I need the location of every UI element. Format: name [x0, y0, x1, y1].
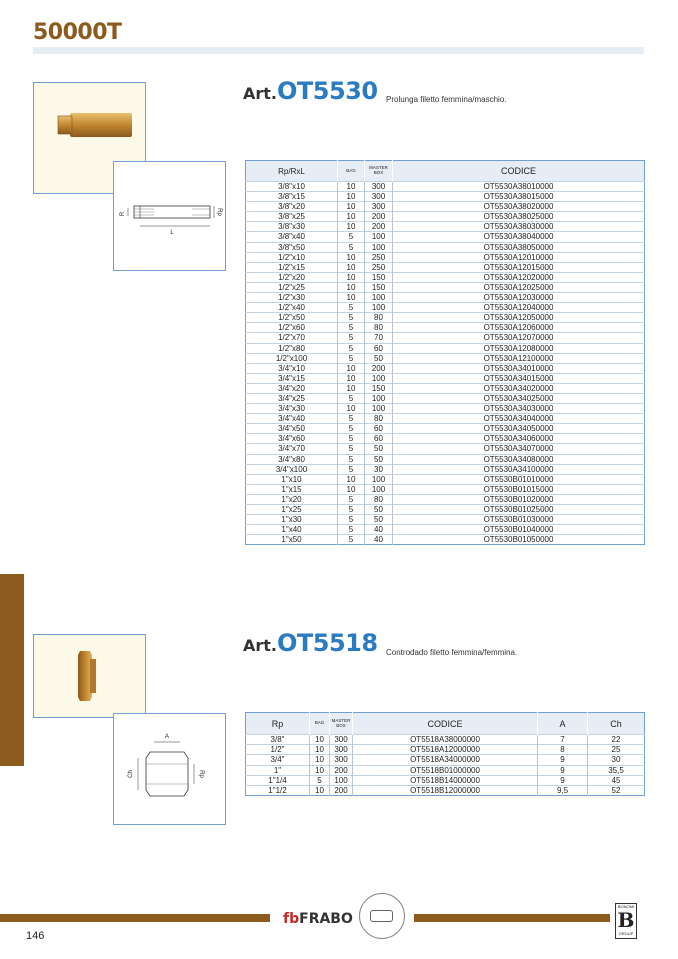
table-cell: 100	[365, 303, 393, 313]
table-cell: 10	[338, 272, 365, 282]
article-code: OT5530	[277, 77, 378, 105]
table-cell: 40	[365, 525, 393, 535]
col-header-code: CODICE	[353, 713, 538, 735]
table-cell: 300	[330, 755, 353, 765]
table-row	[246, 323, 645, 333]
table-cell: 5	[338, 313, 365, 323]
col-header-code: CODICE	[393, 161, 645, 182]
table-cell: 60	[365, 424, 393, 434]
table-cell: 10	[338, 252, 365, 262]
table-cell: 70	[365, 333, 393, 343]
table-row	[246, 262, 645, 272]
table-cell: 100	[365, 393, 393, 403]
page-number: 146	[26, 930, 45, 942]
table-cell: OT5530A38030000	[393, 222, 645, 232]
frabo-logo	[283, 911, 353, 927]
table-cell: 1"1/2	[246, 786, 310, 796]
catalog-series-title: 50000T	[33, 20, 122, 45]
table-cell: OT5530A38050000	[393, 242, 645, 252]
table-cell: 150	[365, 282, 393, 292]
table-cell: 10	[310, 755, 330, 765]
table-cell: 3/8"x30	[246, 222, 338, 232]
table-row	[246, 373, 645, 383]
table-cell: 8	[538, 745, 588, 755]
article-description: Prolunga filetto femmina/maschio.	[386, 95, 507, 104]
footer-bar-right	[414, 914, 610, 922]
table-cell: 5	[338, 333, 365, 343]
table-cell: OT5530B01020000	[393, 494, 645, 504]
table-cell: 9	[538, 755, 588, 765]
col-header-a: A	[538, 713, 588, 735]
article-heading-ot5518	[243, 629, 378, 657]
table-cell: OT5530A34030000	[393, 404, 645, 414]
table-cell: 5	[338, 535, 365, 545]
table-cell: 50	[365, 454, 393, 464]
table-cell: 10	[338, 474, 365, 484]
table-row	[246, 484, 645, 494]
col-header-ch: Ch	[588, 713, 645, 735]
table-cell: 10	[338, 192, 365, 202]
col-header-master-box: MASTER BOX	[330, 713, 353, 735]
table-cell: OT5530A12070000	[393, 333, 645, 343]
table-row	[246, 293, 645, 303]
table-row	[246, 303, 645, 313]
table-cell: 7	[538, 735, 588, 745]
table-row	[246, 505, 645, 515]
table-cell: 3/4"x50	[246, 424, 338, 434]
table-cell: OT5530A34060000	[393, 434, 645, 444]
table-cell: OT5530A38015000	[393, 192, 645, 202]
table-cell: 1/2"x30	[246, 293, 338, 303]
table-cell: 5	[338, 505, 365, 515]
table-cell: 1/2"x60	[246, 323, 338, 333]
table-cell: 200	[330, 765, 353, 775]
table-cell: 1"x15	[246, 484, 338, 494]
table-cell: 5	[310, 775, 330, 785]
table-cell: 200	[365, 212, 393, 222]
table-row	[246, 515, 645, 525]
table-cell: OT5530A34040000	[393, 414, 645, 424]
table-cell: 45	[588, 775, 645, 785]
table-cell: 100	[365, 293, 393, 303]
drawing-label-rp2: Rp	[198, 770, 204, 778]
table-cell: 50	[365, 505, 393, 515]
table-row	[246, 242, 645, 252]
table-cell: 30	[365, 464, 393, 474]
col-header-master-box: MASTER BOX	[365, 161, 393, 182]
bonomi-group-logo	[615, 903, 637, 939]
table-cell: OT5530A34100000	[393, 464, 645, 474]
table-cell: OT5518B12000000	[353, 786, 538, 796]
table-row	[246, 202, 645, 212]
table-cell: 5	[338, 343, 365, 353]
table-row	[246, 192, 645, 202]
table-cell: 10	[338, 293, 365, 303]
col-header-rp: Rp	[246, 713, 310, 735]
table-cell: OT5530A12025000	[393, 282, 645, 292]
table-cell: 300	[365, 202, 393, 212]
table-cell: OT5530A12100000	[393, 353, 645, 363]
group-bottom-text: GROUP	[618, 931, 634, 936]
col-header-size: Rp/RxL	[246, 161, 338, 182]
table-row	[246, 434, 645, 444]
table-cell: 50	[365, 444, 393, 454]
table-cell: OT5530B01010000	[393, 474, 645, 484]
table-row	[246, 333, 645, 343]
locknut-photo	[33, 634, 146, 718]
article-prefix: Art.	[243, 84, 277, 103]
table-cell: 10	[338, 182, 365, 192]
table-row	[246, 222, 645, 232]
table-cell: 52	[588, 786, 645, 796]
table-cell: 100	[365, 232, 393, 242]
article-code: OT5518	[277, 629, 378, 657]
group-top-text: BONOMI	[617, 904, 635, 909]
drawing-label-r: R	[120, 211, 126, 217]
table-cell: 10	[338, 282, 365, 292]
table-cell: 10	[338, 383, 365, 393]
table-cell: OT5530A34010000	[393, 363, 645, 373]
table-cell: 3/4"x25	[246, 393, 338, 403]
table-cell: OT5530A38010000	[393, 182, 645, 192]
col-header-bag: BAG	[310, 713, 330, 735]
table-cell: 100	[330, 775, 353, 785]
table-row	[246, 745, 645, 755]
table-cell: 1"1/4	[246, 775, 310, 785]
table-cell: 5	[338, 303, 365, 313]
table-row	[246, 272, 645, 282]
table-cell: 5	[338, 454, 365, 464]
table-cell: 5	[338, 232, 365, 242]
table-cell: 10	[310, 745, 330, 755]
table-cell: 3/4"x20	[246, 383, 338, 393]
table-cell: 100	[365, 404, 393, 414]
table-cell: 3/4"x80	[246, 454, 338, 464]
table-cell: OT5530A12030000	[393, 293, 645, 303]
table-row	[246, 454, 645, 464]
table-cell: 300	[365, 182, 393, 192]
drawing-label-ch: Ch	[128, 770, 134, 778]
pipe-extension-drawing	[113, 161, 226, 271]
table-cell: 10	[310, 765, 330, 775]
table-cell: 100	[365, 373, 393, 383]
table-cell: OT5518A38000000	[353, 735, 538, 745]
table-cell: 1"x40	[246, 525, 338, 535]
locknut-drawing	[113, 713, 226, 825]
quality-seal-icon	[359, 893, 405, 939]
table-row	[246, 765, 645, 775]
table-cell: OT5518A34000000	[353, 755, 538, 765]
table-cell: 5	[338, 525, 365, 535]
table-cell: 1/2"x80	[246, 343, 338, 353]
table-cell: 5	[338, 323, 365, 333]
table-cell: OT5530A34080000	[393, 454, 645, 464]
table-cell: 1/2"x10	[246, 252, 338, 262]
table-cell: 10	[338, 202, 365, 212]
table-cell: 25	[588, 745, 645, 755]
table-cell: OT5530B01030000	[393, 515, 645, 525]
frabo-logo-mark: fb	[283, 911, 300, 927]
table-cell: OT5530A38025000	[393, 212, 645, 222]
table-cell: OT5518A12000000	[353, 745, 538, 755]
table-cell: 250	[365, 262, 393, 272]
table-cell: OT5530B01015000	[393, 484, 645, 494]
table-cell: 22	[588, 735, 645, 745]
table-row	[246, 775, 645, 785]
table-cell: 60	[365, 343, 393, 353]
table-cell: 50	[365, 353, 393, 363]
table-row	[246, 535, 645, 545]
table-cell: 1"x10	[246, 474, 338, 484]
table-cell: 300	[365, 192, 393, 202]
table-row	[246, 494, 645, 504]
table-cell: 1/2"x50	[246, 313, 338, 323]
table-cell: 10	[338, 373, 365, 383]
table-cell: 10	[338, 262, 365, 272]
table-cell: 10	[338, 222, 365, 232]
table-row	[246, 212, 645, 222]
table-cell: 200	[365, 363, 393, 373]
table-cell: OT5530B01050000	[393, 535, 645, 545]
frabo-logo-text: FRABO	[299, 911, 353, 927]
table-row	[246, 525, 645, 535]
table-row	[246, 363, 645, 373]
table-cell: 5	[338, 353, 365, 363]
table-row	[246, 404, 645, 414]
table-cell: 3/4"x100	[246, 464, 338, 474]
table-cell: OT5530A34025000	[393, 393, 645, 403]
table-row	[246, 786, 645, 796]
table-cell: 30	[588, 755, 645, 765]
table-cell: 250	[365, 252, 393, 262]
table-cell: 200	[365, 222, 393, 232]
table-cell: 1/2"	[246, 745, 310, 755]
article-description: Controdado filetto femmina/femmina.	[386, 648, 518, 657]
table-cell: 1/2"x40	[246, 303, 338, 313]
table-cell: 3/8"x15	[246, 192, 338, 202]
table-cell: 100	[365, 474, 393, 484]
table-row	[246, 414, 645, 424]
table-cell: 80	[365, 323, 393, 333]
table-cell: 3/8"x50	[246, 242, 338, 252]
ot5518-spec-table	[245, 712, 645, 796]
table-cell: 3/4"x10	[246, 363, 338, 373]
footer-bar-left	[0, 914, 270, 922]
table-cell: OT5530A34015000	[393, 373, 645, 383]
table-cell: 10	[338, 212, 365, 222]
table-row	[246, 393, 645, 403]
table-cell: OT5530A38020000	[393, 202, 645, 212]
table-cell: OT5530A34050000	[393, 424, 645, 434]
table-cell: 5	[338, 444, 365, 454]
article-heading-ot5530	[243, 77, 378, 105]
table-cell: 5	[338, 424, 365, 434]
table-cell: 1"x20	[246, 494, 338, 504]
table-cell: 1/2"x25	[246, 282, 338, 292]
table-cell: 3/8"x10	[246, 182, 338, 192]
table-cell: OT5530A34070000	[393, 444, 645, 454]
table-cell: 80	[365, 414, 393, 424]
table-cell: 5	[338, 414, 365, 424]
article-prefix: Art.	[243, 636, 277, 655]
table-cell: 80	[365, 313, 393, 323]
table-cell: 1"x25	[246, 505, 338, 515]
table-cell: 1/2"x20	[246, 272, 338, 282]
table-cell: OT5530A38040000	[393, 232, 645, 242]
side-tab-marker	[0, 574, 24, 766]
table-cell: 10	[338, 484, 365, 494]
table-cell: 3/8"	[246, 735, 310, 745]
table-cell: 200	[330, 786, 353, 796]
table-cell: OT5530B01025000	[393, 505, 645, 515]
table-row	[246, 474, 645, 484]
table-cell: 9	[538, 775, 588, 785]
table-cell: OT5530A12010000	[393, 252, 645, 262]
table-cell: 1/2"x100	[246, 353, 338, 363]
table-cell: OT5518B01000000	[353, 765, 538, 775]
table-cell: 3/4"x40	[246, 414, 338, 424]
table-cell: 60	[365, 434, 393, 444]
table-cell: OT5530A12080000	[393, 343, 645, 353]
table-row	[246, 252, 645, 262]
table-cell: 80	[365, 494, 393, 504]
table-cell: 3/8"x20	[246, 202, 338, 212]
table-cell: 50	[365, 515, 393, 525]
drawing-label-a: A	[164, 734, 170, 740]
table-row	[246, 383, 645, 393]
table-cell: 3/8"x40	[246, 232, 338, 242]
table-cell: 1/2"x15	[246, 262, 338, 272]
table-cell: 1"x50	[246, 535, 338, 545]
table-cell: 1"x30	[246, 515, 338, 525]
table-cell: 5	[338, 515, 365, 525]
table-cell: 1/2"x70	[246, 333, 338, 343]
table-cell: 3/4"	[246, 755, 310, 765]
ot5530-spec-table	[245, 160, 645, 545]
table-cell: 35,5	[588, 765, 645, 775]
col-header-bag: BAG	[338, 161, 365, 182]
table-cell: 3/8"x25	[246, 212, 338, 222]
table-row	[246, 735, 645, 745]
table-cell: 9,5	[538, 786, 588, 796]
table-cell: 150	[365, 383, 393, 393]
table-cell: 10	[338, 363, 365, 373]
table-cell: 300	[330, 735, 353, 745]
table-row	[246, 464, 645, 474]
table-row	[246, 343, 645, 353]
table-cell: 1"	[246, 765, 310, 775]
table-cell: 9	[538, 765, 588, 775]
drawing-label-rp: Rp	[216, 208, 222, 216]
group-mark: B	[617, 908, 635, 932]
table-row	[246, 282, 645, 292]
table-cell: OT5530A12020000	[393, 272, 645, 282]
table-cell: 10	[310, 786, 330, 796]
table-cell: OT5530A12060000	[393, 323, 645, 333]
header-rule	[33, 47, 644, 54]
table-row	[246, 353, 645, 363]
table-cell: OT5530B01040000	[393, 525, 645, 535]
table-cell: OT5530A12015000	[393, 262, 645, 272]
table-row	[246, 182, 645, 192]
table-cell: 10	[310, 735, 330, 745]
table-cell: 5	[338, 393, 365, 403]
table-row	[246, 424, 645, 434]
table-cell: OT5530A34020000	[393, 383, 645, 393]
table-cell: 5	[338, 494, 365, 504]
table-cell: OT5530A12050000	[393, 313, 645, 323]
table-cell: 5	[338, 464, 365, 474]
table-cell: 3/4"x70	[246, 444, 338, 454]
table-cell: 150	[365, 272, 393, 282]
table-cell: 10	[338, 404, 365, 414]
table-row	[246, 444, 645, 454]
table-cell: 5	[338, 434, 365, 444]
table-cell: 5	[338, 242, 365, 252]
table-cell: 3/4"x60	[246, 434, 338, 444]
table-cell: 100	[365, 242, 393, 252]
table-cell: OT5518B14000000	[353, 775, 538, 785]
table-row	[246, 313, 645, 323]
table-cell: 100	[365, 484, 393, 494]
drawing-label-l: L	[170, 230, 174, 236]
table-cell: 3/4"x30	[246, 404, 338, 414]
table-cell: 3/4"x15	[246, 373, 338, 383]
table-row	[246, 232, 645, 242]
table-cell: 40	[365, 535, 393, 545]
table-cell: 300	[330, 745, 353, 755]
table-row	[246, 755, 645, 765]
table-cell: OT5530A12040000	[393, 303, 645, 313]
